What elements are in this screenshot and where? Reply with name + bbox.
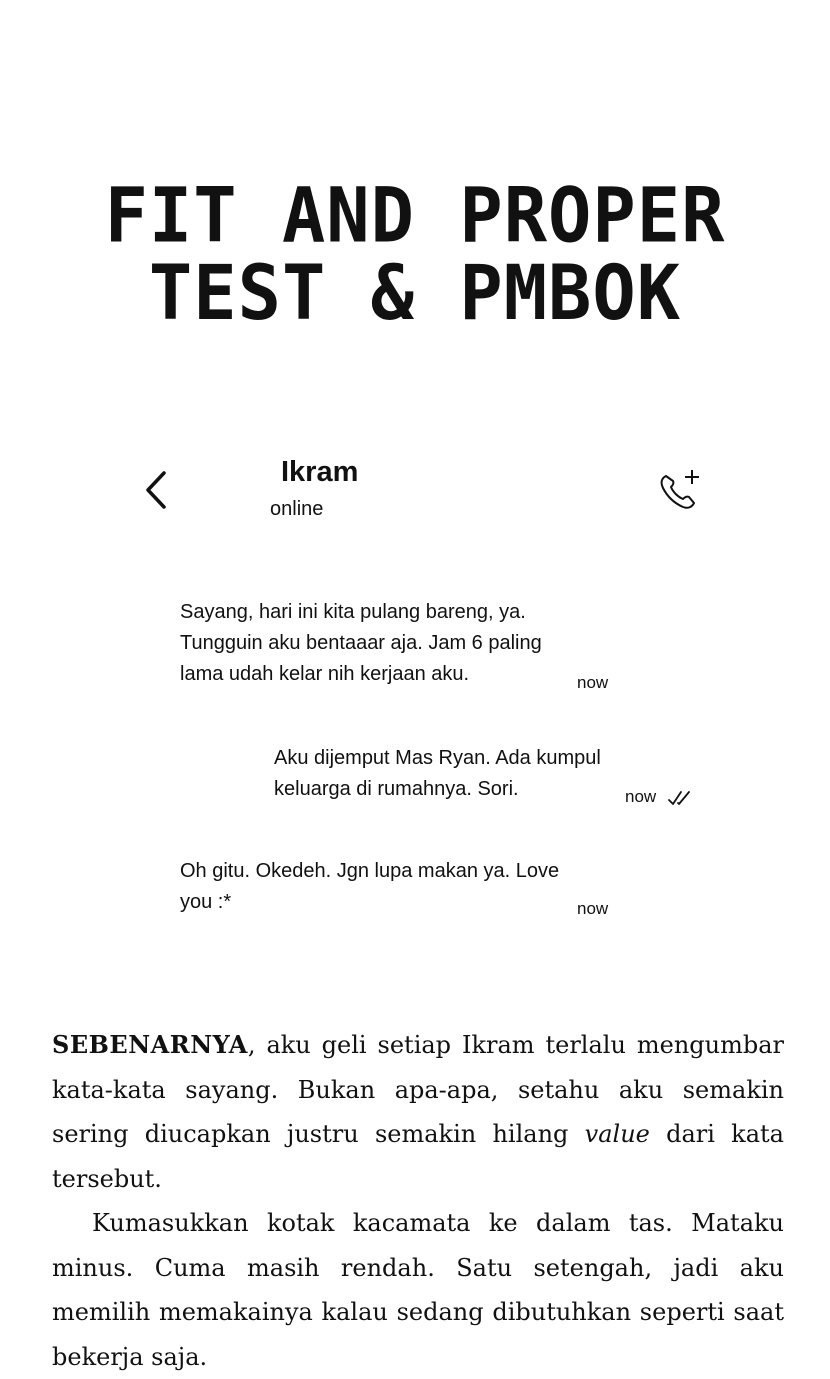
- message-line: Aku dijemput Mas Ryan. Ada kumpul: [274, 747, 601, 769]
- paragraph-2: Kumasukkan kotak kacamata ke dalam tas. Mataku minus. Cuma masih rendah. Satu setengah, jadi aku memilih memakainya kalau sedang dibutuhkan seperti saat bekerja saja.: [52, 1209, 784, 1371]
- italic-word: value: [584, 1120, 650, 1148]
- message-time-1: now: [577, 673, 609, 692]
- message-line: Tungguin aku bentaaar aja. Jam 6 paling: [180, 632, 542, 654]
- paragraph-1-text-a: , aku geli setiap Ikram terlalu mengumbar kata-kata sayang. Bukan apa-apa, setahu aku semakin sering diucapkan justru semakin hilang: [52, 1031, 784, 1148]
- chapter-title-line-1: FIT AND PROPER: [104, 171, 726, 260]
- double-check-icon: [667, 789, 695, 807]
- paragraph-1-text-b: dari kata tersebut.: [52, 1120, 784, 1193]
- chevron-left-icon: [138, 468, 174, 512]
- lead-word: SEBENARNYA: [52, 1030, 248, 1059]
- paragraph-1: [52, 1023, 784, 1201]
- message-line: Oh gitu. Okedeh. Jgn lupa makan ya. Love: [180, 860, 560, 882]
- chapter-title: [0, 171, 830, 337]
- body-text: [52, 1023, 784, 1379]
- message-time-2: now: [625, 787, 657, 806]
- message-received-3: [180, 856, 559, 918]
- message-line: keluarga di rumahnya. Sori.: [274, 778, 519, 800]
- chapter-title-line-2: TEST & PMBOK: [148, 248, 682, 337]
- contact-name: Ikram: [281, 456, 359, 488]
- add-call-icon: [656, 466, 704, 512]
- message-line: Sayang, hari ini kita pulang bareng, ya.: [180, 601, 526, 623]
- message-sent-2: [274, 743, 601, 805]
- contact-status: online: [270, 498, 324, 520]
- message-line: you :*: [180, 891, 232, 913]
- message-line: lama udah kelar nih kerjaan aku.: [180, 663, 470, 685]
- message-received-1: [180, 597, 542, 690]
- message-time-3: now: [577, 899, 609, 918]
